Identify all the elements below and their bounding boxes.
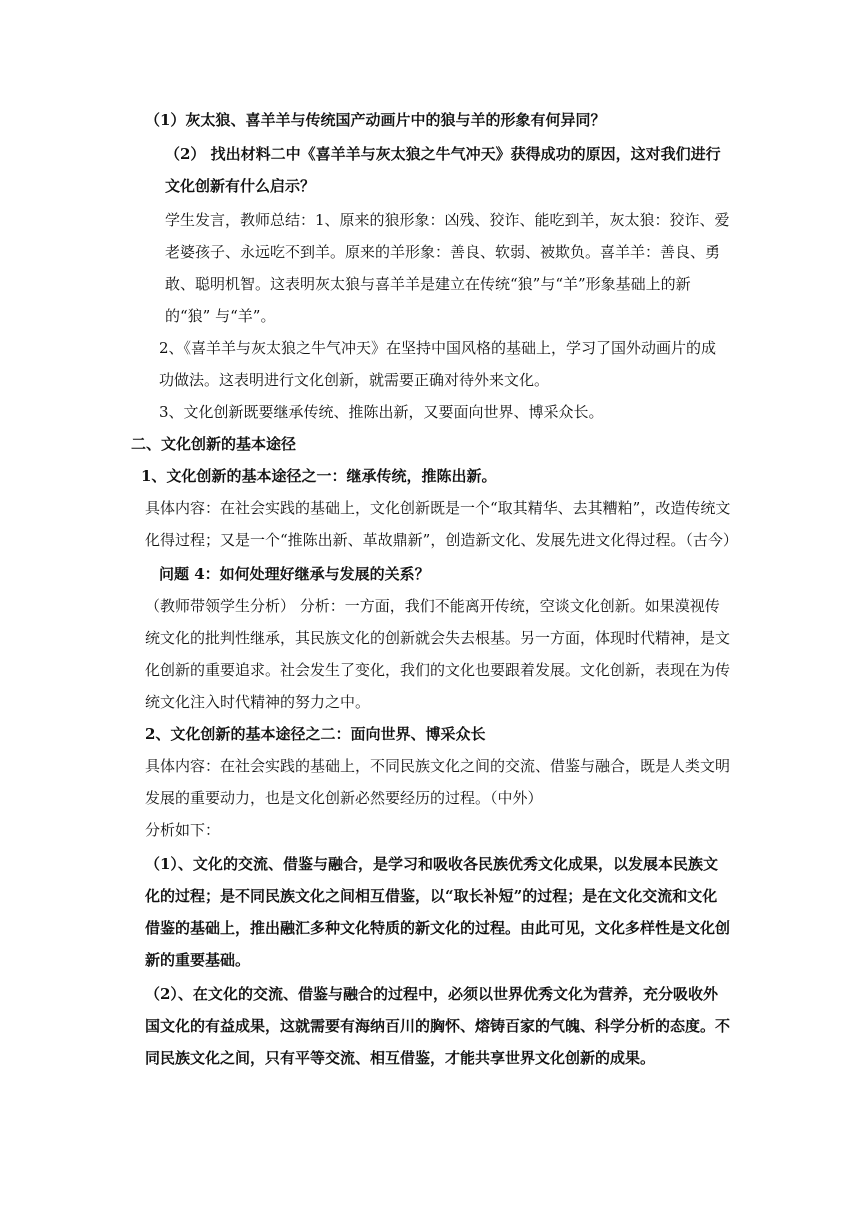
document-body <box>131 104 738 1074</box>
question-2: （2） 找出材料二中《喜羊羊与灰太狼之牛气冲天》获得成功的原因，这对我们进行文化创新有什么启示？ <box>165 145 721 195</box>
analysis-point-2: （2）、在文化的交流、借鉴与融合的过程中，必须以世界优秀文化为营养，充分吸收外国文化的有益成果，这就需要有海纳百川的胸怀、熔铸百家的气魄、科学分析的态度。不同民族文化之间，只有平等交流、相互借鉴，才能共享世界文化创新的成果。 <box>145 985 731 1067</box>
question-4: 问题 4：如何处理好继承与发展的关系？ <box>159 565 430 583</box>
approach-1-heading: 1、文化创新的基本途径之一：继承传统，推陈出新。 <box>141 467 497 485</box>
section-heading-2: 二、文化创新的基本途径 <box>131 435 297 453</box>
analysis-point-1: （1）、文化的交流、借鉴与融合，是学习和吸收各民族优秀文化成果，以发展本民族文化的过程；是不同民族文化之间相互借鉴，以“取长补短”的过程；是在文化交流和文化借鉴的基础上，推出融汇多种文化特质的新文化的过程。由此可见，文化多样性是文化创新的重要基础。 <box>145 855 731 969</box>
approach-2-heading: 2、文化创新的基本途径之二：面向世界、博采众长 <box>145 725 486 743</box>
summary-point-3: 3、文化创新既要继承传统、推陈出新，又要面向世界、博采众长。 <box>159 403 604 421</box>
approach-1-content: 具体内容：在社会实践的基础上，文化创新既是一个“取其精华、去其糟粕”，改造传统文化得过程；又是一个“推陈出新、革故鼎新”，创造新文化、发展先进文化得过程。（古今） <box>145 499 738 549</box>
teacher-summary: 学生发言，教师总结：1、原来的狼形象：凶残、狡诈、能吃到羊，灰太狼：狡诈、爱老婆孩子、永远吃不到羊。原来的羊形象：善良、软弱、被欺负。喜羊羊：善良、勇敢、聪明机智。这表明灰太狼与喜羊羊是建立在传统“狼”与“羊”形象基础上的新的“狼” 与“羊”。 <box>165 211 730 325</box>
analysis-label: 分析如下： <box>145 821 221 839</box>
summary-point-2: 2、《喜羊羊与灰太狼之牛气冲天》在坚持中国风格的基础上，学习了国外动画片的成功做法。这表明进行文化创新，就需要正确对待外来文化。 <box>159 339 717 389</box>
question-4-analysis: （教师带领学生分析） 分析：一方面，我们不能离开传统，空谈文化创新。如果漠视传统文化的批判性继承，其民族文化的创新就会失去根基。另一方面，体现时代精神，是文化创新的重要追求。社会发生了变化，我们的文化也要跟着发展。文化创新，表现在为传统文化注入时代精神的努力之中。 <box>145 597 731 711</box>
approach-2-content: 具体内容：在社会实践的基础上，不同民族文化之间的交流、借鉴与融合，既是人类文明发展的重要动力，也是文化创新必然要经历的过程。（中外） <box>145 757 731 807</box>
question-1: （1）灰太狼、喜羊羊与传统国产动画片中的狼与羊的形象有何异同？ <box>145 111 606 129</box>
